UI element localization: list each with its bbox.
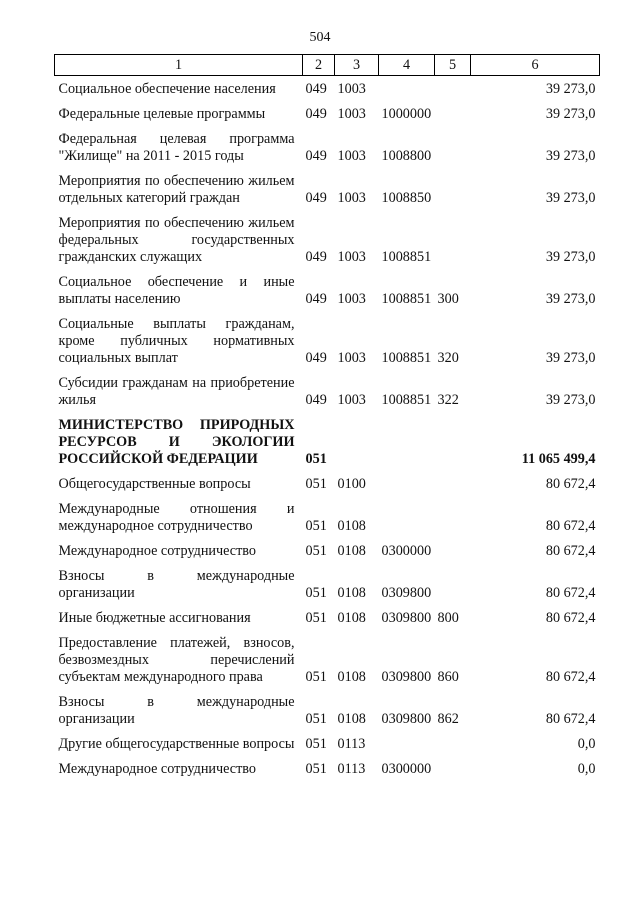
row-name-cell: Мероприятия по обеспечению жильем отдельных категорий граждан bbox=[58, 173, 295, 206]
header-row bbox=[55, 55, 600, 76]
row-vr-cell: 862 bbox=[437, 711, 459, 727]
row-csr-cell: 1008851 bbox=[381, 392, 432, 408]
row-sum-cell: 39 273,0 bbox=[545, 291, 596, 307]
row-name-cell: Международные отношения и международное сотрудничество bbox=[58, 501, 295, 534]
row-ved-cell: 049 bbox=[305, 249, 327, 265]
row-ved-cell: 049 bbox=[305, 291, 327, 307]
row-name-cell: Социальное обеспечение населения bbox=[58, 81, 276, 97]
row-vr-cell bbox=[435, 471, 471, 496]
row-ved-cell: 051 bbox=[305, 736, 327, 752]
table-row bbox=[55, 311, 600, 370]
row-csr-cell: 1008851 bbox=[381, 350, 432, 366]
table-row bbox=[55, 101, 600, 126]
row-rzpr-cell: 1003 bbox=[337, 350, 366, 366]
row-ved-cell: 051 bbox=[305, 669, 327, 685]
row-csr-cell: 1008850 bbox=[381, 190, 432, 206]
header-col-1: 1 bbox=[55, 55, 303, 76]
row-ved-cell: 051 bbox=[305, 518, 327, 534]
row-name-cell: Федеральная целевая программа "Жилище" на 2011 - 2015 годы bbox=[58, 131, 295, 164]
row-rzpr-cell: 0108 bbox=[337, 518, 366, 534]
table-row bbox=[55, 605, 600, 630]
table-header bbox=[55, 55, 600, 76]
row-ved-cell: 051 bbox=[305, 711, 327, 727]
row-rzpr-cell: 0108 bbox=[337, 585, 366, 601]
row-sum-cell: 39 273,0 bbox=[545, 148, 596, 164]
row-name-cell: Предоставление платежей, взносов, безвозмездных перечислений субъектам международного права bbox=[58, 635, 295, 685]
header-col-2: 2 bbox=[303, 55, 335, 76]
row-ved-cell: 051 bbox=[305, 451, 327, 467]
row-name-cell: Другие общегосударственные вопросы bbox=[58, 736, 295, 752]
row-sum-cell: 39 273,0 bbox=[545, 249, 596, 265]
table-row bbox=[55, 412, 600, 471]
row-rzpr-cell: 1003 bbox=[337, 106, 366, 122]
row-rzpr-cell: 0108 bbox=[337, 711, 366, 727]
row-ved-cell: 049 bbox=[305, 81, 327, 97]
row-sum-cell: 80 672,4 bbox=[545, 585, 596, 601]
row-sum-cell: 80 672,4 bbox=[545, 669, 596, 685]
table-row bbox=[55, 630, 600, 689]
row-csr-cell: 0309800 bbox=[381, 669, 432, 685]
row-rzpr-cell: 1003 bbox=[337, 291, 366, 307]
row-csr-cell: 1008851 bbox=[381, 291, 432, 307]
table-row bbox=[55, 731, 600, 756]
row-sum-cell: 0,0 bbox=[577, 736, 596, 752]
row-vr-cell bbox=[435, 496, 471, 538]
header-col-6: 6 bbox=[471, 55, 600, 76]
row-csr-cell bbox=[379, 731, 435, 756]
row-sum-cell: 39 273,0 bbox=[545, 81, 596, 97]
row-rzpr-cell: 1003 bbox=[337, 392, 366, 408]
row-vr-cell bbox=[435, 126, 471, 168]
table-row bbox=[55, 756, 600, 781]
row-sum-cell: 39 273,0 bbox=[545, 190, 596, 206]
row-csr-cell: 1008800 bbox=[381, 148, 432, 164]
row-vr-cell bbox=[435, 563, 471, 605]
row-name-cell: Иные бюджетные ассигнования bbox=[58, 610, 251, 626]
row-vr-cell: 800 bbox=[437, 610, 459, 626]
row-csr-cell: 0309800 bbox=[381, 610, 432, 626]
row-rzpr-cell bbox=[335, 412, 379, 471]
row-ved-cell: 049 bbox=[305, 190, 327, 206]
table-row bbox=[55, 370, 600, 412]
row-vr-cell: 300 bbox=[437, 291, 459, 307]
row-csr-cell: 0309800 bbox=[381, 711, 432, 727]
row-name-cell: Международное сотрудничество bbox=[58, 761, 256, 777]
header-col-5: 5 bbox=[435, 55, 471, 76]
row-name-cell: Общегосударственные вопросы bbox=[58, 476, 251, 492]
row-sum-cell: 11 065 499,4 bbox=[521, 451, 596, 467]
row-rzpr-cell: 1003 bbox=[337, 249, 366, 265]
row-sum-cell: 39 273,0 bbox=[545, 106, 596, 122]
row-vr-cell: 320 bbox=[437, 350, 459, 366]
row-rzpr-cell: 1003 bbox=[337, 190, 366, 206]
row-sum-cell: 39 273,0 bbox=[545, 392, 596, 408]
row-rzpr-cell: 0108 bbox=[337, 543, 366, 559]
table-row bbox=[55, 210, 600, 269]
row-csr-cell: 0300000 bbox=[381, 543, 432, 559]
row-sum-cell: 80 672,4 bbox=[545, 543, 596, 559]
row-vr-cell: 860 bbox=[437, 669, 459, 685]
row-name-cell: Субсидии гражданам на приобретение жилья bbox=[58, 375, 295, 408]
table-row bbox=[55, 689, 600, 731]
row-name-cell: Социальные выплаты гражданам, кроме публичных нормативных социальных выплат bbox=[58, 316, 295, 366]
row-sum-cell: 80 672,4 bbox=[545, 518, 596, 534]
row-rzpr-cell: 1003 bbox=[337, 81, 366, 97]
row-rzpr-cell: 1003 bbox=[337, 148, 366, 164]
row-ved-cell: 051 bbox=[305, 543, 327, 559]
row-csr-cell bbox=[379, 412, 435, 471]
row-csr-cell bbox=[379, 471, 435, 496]
budget-table bbox=[54, 54, 600, 781]
row-rzpr-cell: 0108 bbox=[337, 610, 366, 626]
table-row bbox=[55, 168, 600, 210]
row-ved-cell: 051 bbox=[305, 585, 327, 601]
table-row bbox=[55, 471, 600, 496]
row-ved-cell: 051 bbox=[305, 761, 327, 777]
row-rzpr-cell: 0113 bbox=[337, 761, 366, 777]
row-vr-cell bbox=[435, 76, 471, 102]
row-csr-cell: 0309800 bbox=[381, 585, 432, 601]
row-ved-cell: 049 bbox=[305, 148, 327, 164]
row-name-cell: Взносы в международные организации bbox=[58, 568, 295, 601]
row-rzpr-cell: 0108 bbox=[337, 669, 366, 685]
table-row bbox=[55, 496, 600, 538]
row-ved-cell: 051 bbox=[305, 476, 327, 492]
row-csr-cell: 1008851 bbox=[381, 249, 432, 265]
row-name-cell: Мероприятия по обеспечению жильем федеральных государственных гражданских служащих bbox=[58, 215, 295, 265]
row-csr-cell: 0300000 bbox=[381, 761, 432, 777]
row-name-cell: Социальное обеспечение и иные выплаты населению bbox=[58, 274, 295, 307]
row-vr-cell bbox=[435, 538, 471, 563]
row-csr-cell bbox=[379, 76, 435, 102]
table-row bbox=[55, 563, 600, 605]
row-vr-cell: 322 bbox=[437, 392, 459, 408]
table-row bbox=[55, 538, 600, 563]
row-vr-cell bbox=[435, 756, 471, 781]
row-name-cell: Федеральные целевые программы bbox=[58, 106, 266, 122]
table-row bbox=[55, 126, 600, 168]
row-sum-cell: 39 273,0 bbox=[545, 350, 596, 366]
row-vr-cell bbox=[435, 731, 471, 756]
row-sum-cell: 0,0 bbox=[577, 761, 596, 777]
row-sum-cell: 80 672,4 bbox=[545, 610, 596, 626]
row-rzpr-cell: 0113 bbox=[337, 736, 366, 752]
row-vr-cell bbox=[435, 412, 471, 471]
header-col-4: 4 bbox=[379, 55, 435, 76]
table-body bbox=[55, 76, 600, 782]
row-vr-cell bbox=[435, 168, 471, 210]
row-name-cell: Международное сотрудничество bbox=[58, 543, 256, 559]
row-vr-cell bbox=[435, 101, 471, 126]
row-csr-cell bbox=[379, 496, 435, 538]
row-csr-cell: 1000000 bbox=[381, 106, 432, 122]
page-number: 504 bbox=[309, 30, 331, 45]
row-ved-cell: 049 bbox=[305, 106, 327, 122]
row-ved-cell: 049 bbox=[305, 392, 327, 408]
row-sum-cell: 80 672,4 bbox=[545, 476, 596, 492]
row-rzpr-cell: 0100 bbox=[337, 476, 366, 492]
table-row bbox=[55, 269, 600, 311]
row-vr-cell bbox=[435, 210, 471, 269]
row-name-cell: МИНИСТЕРСТВО ПРИРОДНЫХ РЕСУРСОВ И ЭКОЛОГИИ РОССИЙСКОЙ ФЕДЕРАЦИИ bbox=[58, 417, 295, 467]
row-ved-cell: 049 bbox=[305, 350, 327, 366]
row-sum-cell: 80 672,4 bbox=[545, 711, 596, 727]
row-name-cell: Взносы в международные организации bbox=[58, 694, 295, 727]
row-ved-cell: 051 bbox=[305, 610, 327, 626]
header-col-3: 3 bbox=[335, 55, 379, 76]
table-row bbox=[55, 76, 600, 102]
